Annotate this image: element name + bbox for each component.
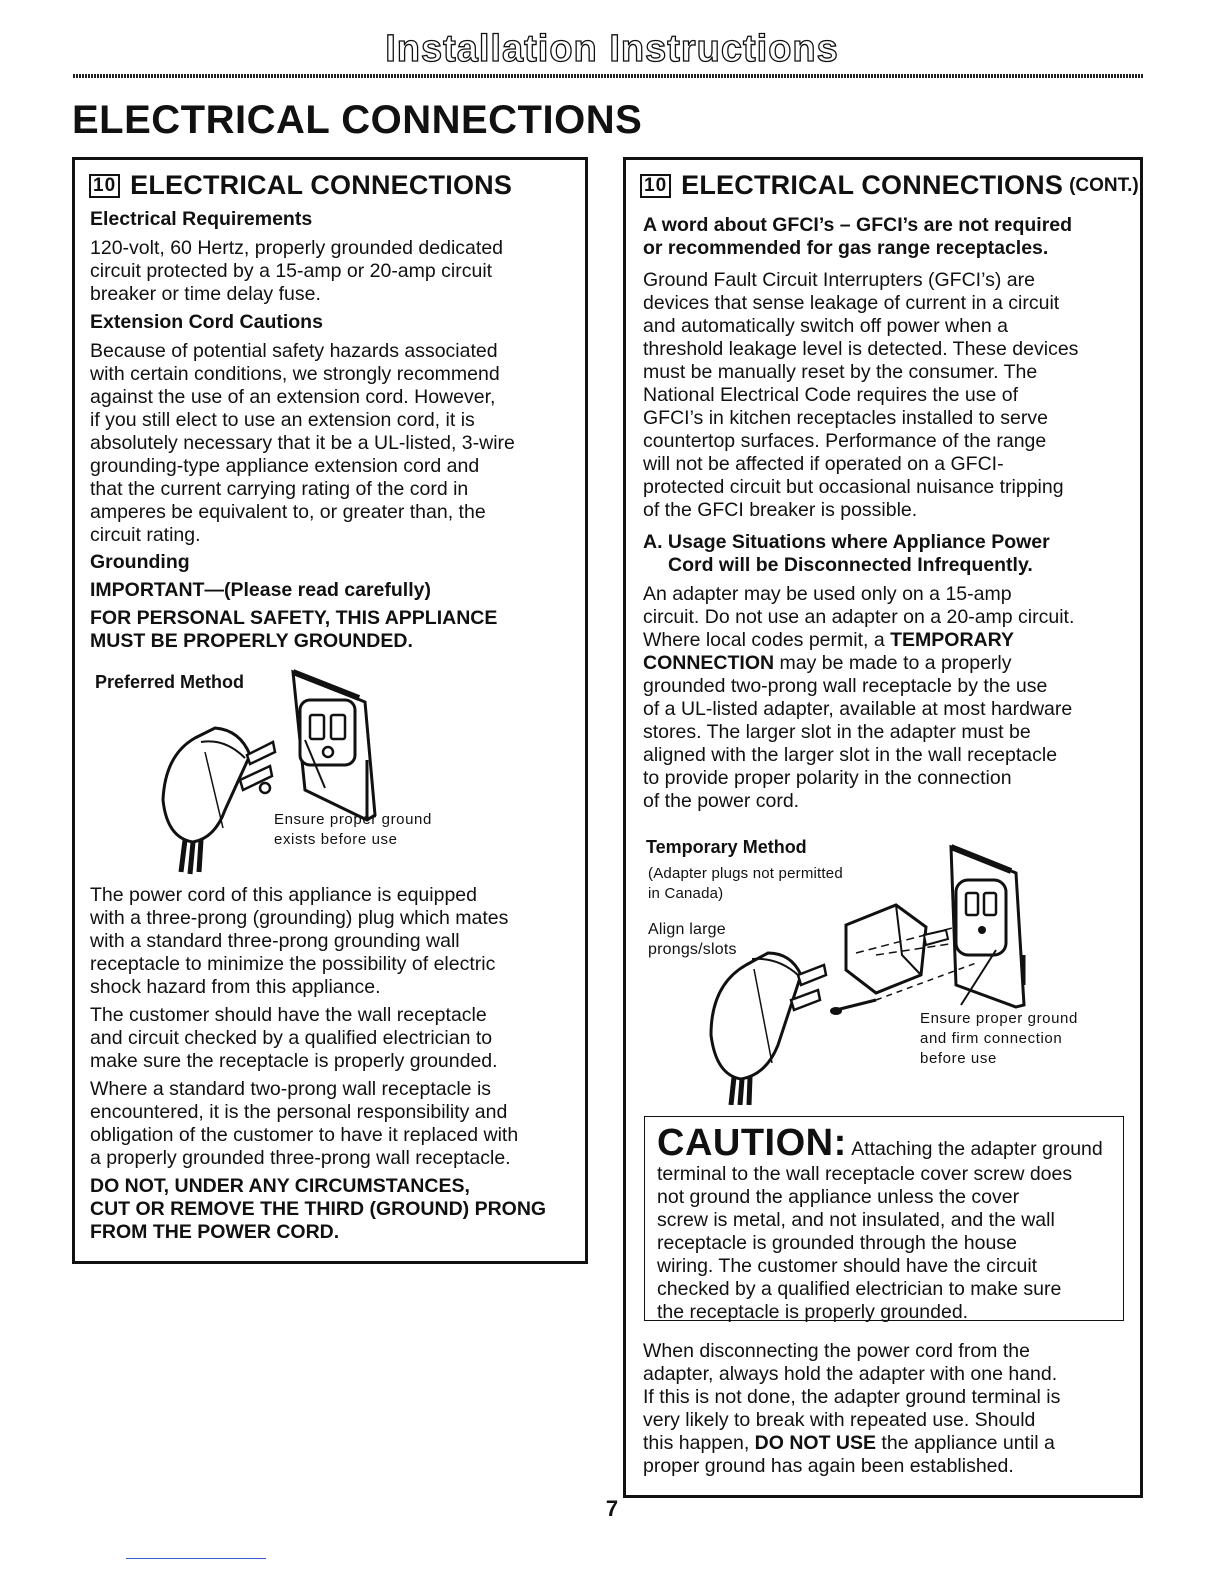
text-line: a properly grounded three-prong wall receptacle.	[90, 1147, 511, 1169]
gfci-section	[643, 214, 1138, 813]
disconnect-section	[643, 1340, 1138, 1478]
text-line: to provide proper polarity in the connection	[643, 767, 1012, 789]
right-panel	[623, 157, 1143, 1498]
text-line: that the current carrying rating of the cord in	[90, 478, 469, 500]
text-line: shock hazard from this appliance.	[90, 976, 381, 998]
safety-warning	[90, 607, 580, 653]
text-line: with a standard three-prong grounding wall	[90, 930, 460, 952]
text-line: FROM THE POWER CORD.	[90, 1221, 340, 1243]
text-line: circuit. Do not use an adapter on a 20-amp circuit.	[643, 606, 1075, 628]
text-span: this happen,	[643, 1432, 755, 1454]
text-line: obligation of the customer to have it replaced with	[90, 1124, 519, 1146]
text-line: MUST BE PROPERLY GROUNDED.	[90, 630, 413, 652]
temporary-caption	[920, 1009, 1078, 1069]
caption-line: (Adapter plugs not permitted	[648, 865, 843, 882]
text-line: circuit protected by a 15-amp or 20-amp circuit	[90, 260, 493, 282]
caution-box	[644, 1116, 1124, 1321]
text-line: CUT OR REMOVE THE THIRD (GROUND) PRONG	[90, 1198, 547, 1220]
section-number-badge: 10	[640, 174, 671, 198]
text-line: An adapter may be used only on a 15-amp	[643, 583, 1012, 605]
text-line: encountered, it is the personal responsibility and	[90, 1101, 508, 1123]
text-line: A. Usage Situations where Appliance Power	[643, 531, 1050, 553]
text-line: GFCI’s in kitchen receptacles installed to serve	[643, 407, 1048, 429]
caution-line: terminal to the wall receptacle cover screw does	[657, 1163, 1073, 1185]
text-line: of a UL-listed adapter, available at most hardware	[643, 698, 1073, 720]
gfci-heading: or recommended for gas range receptacles.	[643, 237, 1049, 259]
caution-line: receptacle is grounded through the house	[657, 1232, 1017, 1254]
text-line: if you still elect to use an extension cord, it is	[90, 409, 475, 431]
text-line: breaker or time delay fuse.	[90, 283, 321, 305]
section-title: ELECTRICAL CONNECTIONS	[130, 170, 513, 200]
extension-cord-heading: Extension Cord Cautions	[90, 311, 323, 333]
text-line: Because of potential safety hazards associated	[90, 340, 498, 362]
text-line: and circuit checked by a qualified electrician to	[90, 1027, 493, 1049]
header-divider	[73, 74, 1143, 78]
text-line: must be manually reset by the consumer. The	[643, 361, 1038, 383]
text-line: Cord will be Disconnected Infrequently.	[668, 554, 1033, 576]
text-line: The power cord of this appliance is equipped	[90, 884, 477, 906]
text-line: countertop surfaces. Performance of the range	[643, 430, 1047, 452]
text-line: proper ground has again been established.	[643, 1455, 1014, 1477]
text-line: and automatically switch off power when a	[643, 315, 1008, 337]
text-line: with certain conditions, we strongly recommend	[90, 363, 500, 385]
text-span: the appliance until a	[876, 1432, 1055, 1454]
text-line: make sure the receptacle is properly grounded.	[90, 1050, 498, 1072]
section-title: ELECTRICAL CONNECTIONS	[681, 170, 1064, 200]
page-number: 7	[605, 1496, 619, 1521]
section-number-badge: 10	[89, 174, 120, 198]
text-span: Where local codes permit, a	[643, 629, 891, 651]
text-line: devices that sense leakage of current in a circuit	[643, 292, 1060, 314]
text-span: DO NOT USE	[754, 1432, 877, 1454]
right-section-heading	[640, 170, 1140, 201]
caution-line: wiring. The customer should have the circuit	[657, 1255, 1038, 1277]
temporary-method-label: Temporary Method	[646, 837, 807, 857]
caption-line: and firm connection	[920, 1030, 1063, 1047]
electrical-requirements	[90, 208, 580, 653]
text-line: Where a standard two-prong wall receptacle is	[90, 1078, 492, 1100]
gfci-heading: A word about GFCI’s – GFCI’s are not required	[643, 214, 1073, 236]
text-line: aligned with the larger slot in the wall receptacle	[643, 744, 1058, 766]
text-line: 120-volt, 60 Hertz, properly grounded dedicated	[90, 237, 504, 259]
text-line: absolutely necessary that it be a UL-listed, 3-wire	[90, 432, 515, 454]
caption-line: prongs/slots	[648, 941, 737, 958]
text-line: DO NOT, UNDER ANY CIRCUMSTANCES,	[90, 1175, 470, 1197]
text-span: may be made to a properly	[774, 652, 1012, 674]
text-line: protected circuit but occasional nuisance tripping	[643, 476, 1064, 498]
caption-line: Ensure proper ground	[274, 811, 432, 828]
text-line: of the power cord.	[643, 790, 800, 812]
text-line: grounded two-prong wall receptacle by the use	[643, 675, 1048, 697]
left-section-heading	[89, 170, 585, 201]
caption-line: Ensure proper ground	[920, 1010, 1078, 1027]
text-line: FOR PERSONAL SAFETY, THIS APPLIANCE	[90, 607, 498, 629]
text-span: TEMPORARY	[890, 629, 1014, 651]
caution-line: checked by a qualified electrician to make sure	[657, 1278, 1062, 1300]
text-span: CONNECTION	[643, 652, 775, 674]
left-panel	[72, 157, 588, 1264]
footer-link-line	[126, 1558, 266, 1559]
section-continued-label: (CONT.)	[1069, 174, 1139, 196]
caption-line: in Canada)	[648, 885, 724, 902]
text-line: Ground Fault Circuit Interrupters (GFCI’s) are	[643, 269, 1035, 291]
text-line: grounding-type appliance extension cord and	[90, 455, 480, 477]
text-line: National Electrical Code requires the use of	[643, 384, 1019, 406]
text-line: threshold leakage level is detected. These devices	[643, 338, 1079, 360]
text-line: receptacle to minimize the possibility of electric	[90, 953, 496, 975]
caption-line: before use	[920, 1050, 997, 1067]
caution-line: screw is metal, and not insulated, and the wall	[657, 1209, 1055, 1231]
electrical-requirements-heading: Electrical Requirements	[90, 208, 313, 230]
usage-text	[643, 583, 1138, 813]
preferred-method-label: Preferred Method	[95, 672, 245, 692]
caution-line: the receptacle is properly grounded.	[657, 1301, 969, 1323]
text-line: circuit rating.	[90, 524, 201, 546]
text-line: of the GFCI breaker is possible.	[643, 499, 918, 521]
caption-line: exists before use	[274, 831, 398, 848]
caution-heading: CAUTION:	[657, 1122, 847, 1164]
usage-heading	[643, 531, 1138, 577]
page-title: ELECTRICAL CONNECTIONS	[72, 98, 643, 142]
preferred-caption	[274, 810, 432, 850]
text-line: against the use of an extension cord. However,	[90, 386, 496, 408]
text-line: amperes be equivalent to, or greater than, the	[90, 501, 486, 523]
text-line: The customer should have the wall receptacle	[90, 1004, 487, 1026]
text-line: stores. The larger slot in the adapter must be	[643, 721, 1031, 743]
caution-line: not ground the appliance unless the cover	[657, 1186, 1020, 1208]
power-cord-section	[90, 884, 585, 1244]
caption-line: Align large	[648, 921, 726, 938]
text-line: with a three-prong (grounding) plug which mates	[90, 907, 509, 929]
caution-first-line: Attaching the adapter ground	[851, 1138, 1103, 1160]
important-heading: IMPORTANT—(Please read carefully)	[90, 579, 431, 601]
text-line: When disconnecting the power cord from the	[643, 1340, 1030, 1362]
text-line: very likely to break with repeated use. Should	[643, 1409, 1036, 1431]
header-title: Installation Instructions	[385, 28, 839, 70]
text-line: adapter, always hold the adapter with one hand.	[643, 1363, 1058, 1385]
text-line: If this is not done, the adapter ground terminal is	[643, 1386, 1061, 1408]
text-line: will not be affected if operated on a GFCI-	[643, 453, 1004, 475]
do-not-warning	[90, 1175, 585, 1244]
grounding-heading: Grounding	[90, 551, 190, 573]
